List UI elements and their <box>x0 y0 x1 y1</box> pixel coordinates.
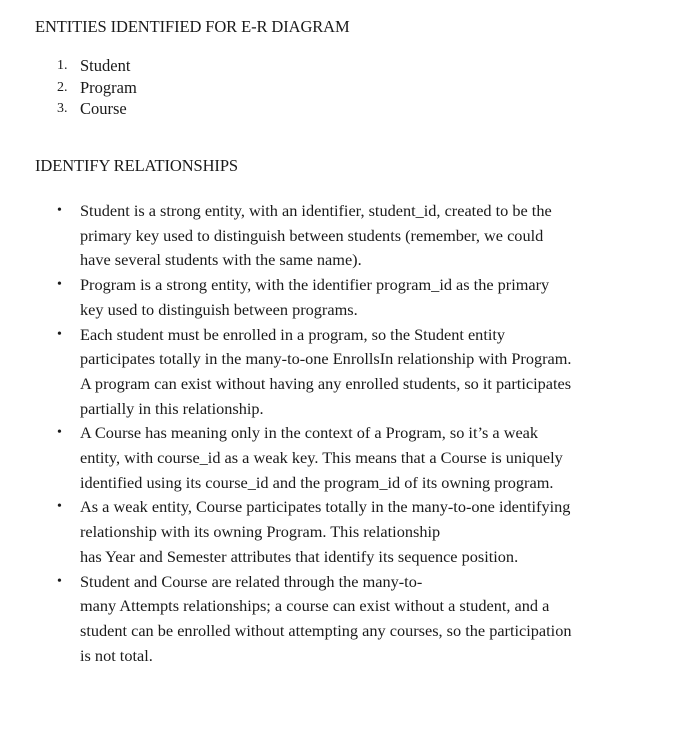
entity-label: Program <box>80 77 137 97</box>
bullet-icon: • <box>57 425 62 441</box>
list-item <box>0 421 620 495</box>
text-line: many Attempts relationships; a course can exist without a student, and a <box>80 596 550 616</box>
text-line: A program can exist without having any enrolled students, so it participates <box>80 373 572 393</box>
text-line: is not total. <box>80 645 153 665</box>
text-line: student can be enrolled without attempting any courses, so the participation <box>80 620 572 640</box>
text-line: Student and Course are related through the many-to- <box>80 571 423 591</box>
text-line: Program is a strong entity, with the identifier program_id as the primary <box>80 275 550 295</box>
list-item <box>0 323 620 422</box>
text-line: partially in this relationship. <box>80 398 264 418</box>
list-number: 3. <box>57 101 68 116</box>
text-line: have several students with the same name). <box>80 250 362 270</box>
entity-label: Course <box>80 99 127 118</box>
text-line: key used to distinguish between programs. <box>80 299 358 319</box>
bullet-icon: • <box>57 573 62 589</box>
text-line: primary key used to distinguish between students (remember, we could <box>80 225 544 245</box>
bullet-icon: • <box>57 326 62 342</box>
text-line: As a weak entity, Course participates totally in the many-to-one identifying <box>80 497 571 517</box>
text-line: entity, with course_id as a weak key. This means that a Course is uniquely <box>80 448 563 468</box>
text-line: has Year and Semester attributes that identify its sequence position. <box>80 546 519 566</box>
list-item <box>0 273 620 322</box>
entities-heading: ENTITIES IDENTIFIED FOR E-R DIAGRAM <box>35 17 350 36</box>
list-number: 2. <box>57 79 68 95</box>
text-line: participates totally in the many-to-one EnrollsIn relationship with Program. <box>80 349 572 369</box>
bullet-icon: • <box>57 277 62 293</box>
list-item <box>0 570 620 669</box>
bullet-icon: • <box>57 203 62 218</box>
list-number: 1. <box>57 58 68 73</box>
text-line: relationship with its owning Program. This relationship <box>80 522 441 542</box>
list-item <box>0 199 620 273</box>
relationships-heading: IDENTIFY RELATIONSHIPS <box>35 156 238 175</box>
entity-label: Student <box>80 56 131 75</box>
text-line: identified using its course_id and the program_id of its owning program. <box>80 472 554 492</box>
bullet-icon: • <box>57 499 62 515</box>
text-line: Student is a strong entity, with an identifier, student_id, created to be the <box>80 201 552 220</box>
list-item <box>0 495 620 569</box>
text-line: Each student must be enrolled in a program, so the Student entity <box>80 324 506 344</box>
relationship-list <box>0 199 692 668</box>
text-line: A Course has meaning only in the context of a Program, so it’s a weak <box>80 423 539 443</box>
